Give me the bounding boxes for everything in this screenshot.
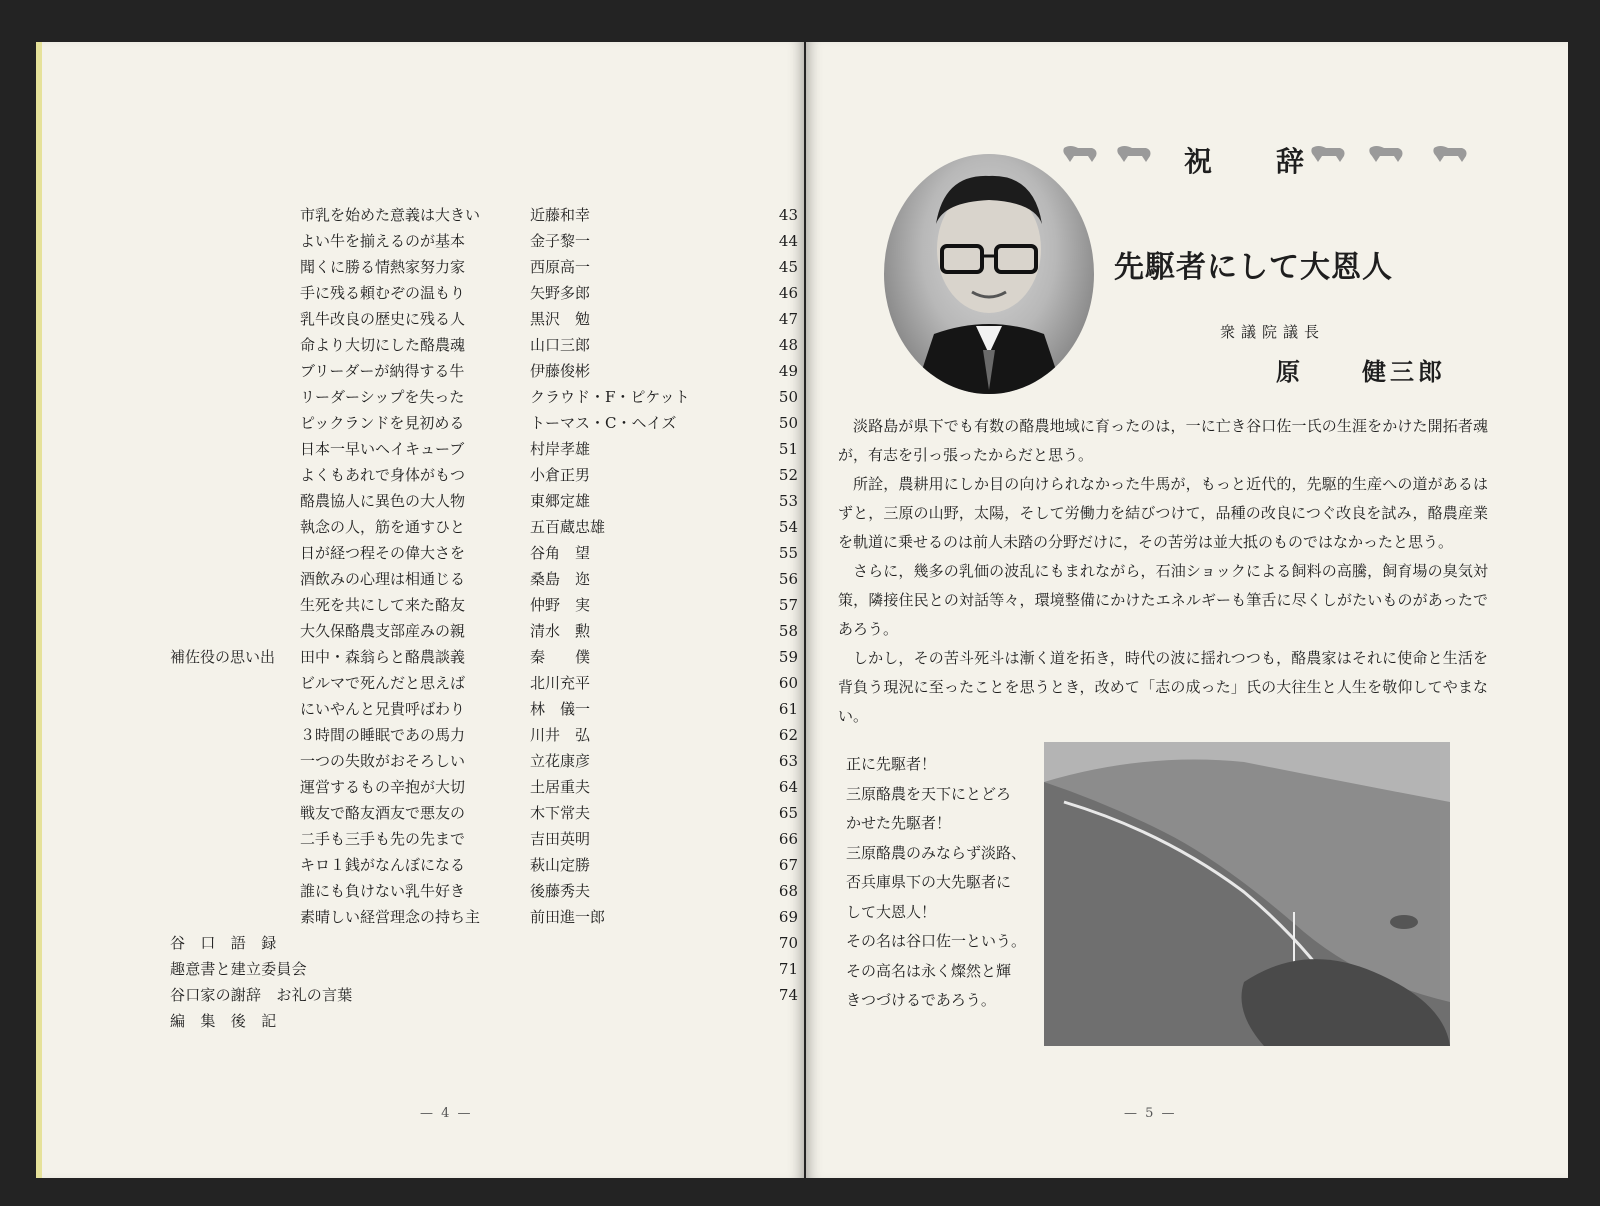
toc-author: 木下常夫 [530, 804, 591, 822]
body-paragraph: 淡路島が県下でも有数の酪農地域に育ったのは，一に亡き谷口佐一氏の生涯をかけた開拓者魂が，有志を引っ張ったからだと思う。 [838, 417, 1488, 464]
toc-section: 編 集 後 記 [170, 1012, 277, 1030]
toc-title: 日本一早いヘイキューブ [300, 440, 465, 458]
toc-author: 近藤和幸 [530, 206, 591, 224]
toc-page-number: 46 [778, 284, 798, 302]
toc-author: 土居重夫 [530, 778, 591, 796]
heading-char-celebration: 祝 [1184, 145, 1213, 178]
toc-entry [42, 800, 810, 826]
toc-title: ブリーダーが納得する牛 [300, 362, 465, 380]
toc-author: 伊藤俊彬 [530, 362, 591, 380]
toc-entry [42, 644, 810, 670]
toc-title: 一つの失敗がおそろしい [300, 752, 466, 770]
toc-page-number: 65 [778, 804, 798, 822]
toc-author: 川井 弘 [530, 726, 591, 744]
toc-page-number: 58 [778, 622, 798, 640]
toc-author: 立花康彦 [530, 752, 591, 770]
toc-page-number: 67 [778, 856, 798, 874]
toc-author: 清水 勲 [530, 622, 591, 640]
toc-page-number: 57 [778, 596, 798, 614]
toc-title: 運営するもの辛抱が大切 [300, 778, 466, 796]
toc-author: 金子黎一 [530, 232, 591, 250]
toc-author: 谷角 望 [530, 544, 591, 562]
author-position: 衆議院議長 [1220, 323, 1326, 341]
toc-author: 北川充平 [530, 674, 591, 692]
toc-title: 日が経つ程その偉大さを [300, 544, 466, 562]
toc-title: 生死を共にして来た酪友 [300, 596, 466, 614]
body-paragraph: 所詮，農耕用にしか目の向けられなかった牛馬が，もっと近代的，先駆的生産への道があるはずと，三原の山野，太陽，そして労働力を結びつけて，品種の改良につぐ改良を試み，酪農産業を軌道に乗せるのは前人未踏の分野だけに，その苦労は並大抵のものではなかったと思う。 [838, 475, 1488, 551]
toc-title: 乳牛改良の歴史に残る人 [300, 310, 466, 328]
toc-page-number: 56 [778, 570, 798, 588]
toc-author: 桑島 迩 [530, 570, 591, 588]
toc-author: 山口三郎 [530, 336, 591, 354]
cow-ornament-left [1062, 142, 1172, 166]
body-paragraph: さらに，幾多の乳価の波乱にもまれながら，石油ショックによる飼料の高騰，飼育場の臭気対策，隣接住民との対話等々，環境整備にかけたエネルギーも筆舌に尽くしがたいものがあったであろう。 [838, 562, 1488, 638]
toc-title: ３時間の睡眠であの馬力 [300, 726, 466, 744]
page-number-right: — 5 — [1124, 1106, 1177, 1121]
toc-entry [42, 280, 810, 306]
toc-author: 仲野 実 [530, 596, 591, 614]
poem-line: きつづけるであろう。 [846, 991, 996, 1009]
toc-page-number: 62 [778, 726, 798, 744]
toc-entry [42, 306, 810, 332]
toc-page-number: 60 [778, 674, 798, 692]
toc-page-number: 49 [778, 362, 798, 380]
toc-title: 命より大切にした酪農魂 [300, 336, 466, 354]
toc-entry [42, 358, 810, 384]
toc-page-number: 71 [778, 960, 798, 978]
toc-entry [42, 618, 810, 644]
toc-entry [42, 722, 810, 748]
body-paragraph: しかし，その苦斗死斗は漸く道を拓き，時代の波に揺れつつも，酪農家はそれに使命と生活を背負う現況に至ったことを思うとき，改めて「志の成った」氏の大往生と人生を敬仰してやまない。 [838, 649, 1488, 725]
toc-author: 黒沢 勉 [530, 310, 591, 328]
toc-entry [42, 592, 810, 618]
toc-author: 吉田英明 [530, 830, 591, 848]
toc-author: 後藤秀夫 [530, 882, 591, 900]
toc-author: 林 儀一 [530, 700, 591, 718]
toc-page-number: 47 [778, 310, 798, 328]
toc-page-number: 43 [778, 206, 798, 224]
toc-page-number: 52 [778, 466, 798, 484]
heading-char-address: 辞 [1276, 145, 1305, 178]
toc-page-number: 54 [778, 518, 798, 536]
poem-line: 三原酪農を天下にとどろ [846, 784, 1012, 803]
toc-page-number: 64 [778, 778, 798, 796]
toc-entry [42, 254, 810, 280]
toc-title: リーダーシップを失った [300, 388, 465, 406]
toc-entry [42, 826, 810, 852]
toc-section: 谷 口 語 録 [170, 934, 277, 952]
toc-title: よい牛を揃えるのが基本 [300, 232, 466, 250]
toc-title: 大久保酪農支部産みの親 [300, 622, 466, 640]
toc-author: 村岸孝雄 [530, 440, 591, 458]
toc-section: 趣意書と建立委員会 [170, 960, 307, 978]
toc-entry [42, 748, 810, 774]
toc-author: 西原高一 [530, 258, 591, 276]
toc-entry [42, 410, 810, 436]
author-given-name: 健三郎 [1362, 357, 1446, 386]
toc-entry [42, 852, 810, 878]
poem-line: その名は谷口佐一という。 [846, 932, 1027, 950]
right-page [806, 42, 1568, 1178]
toc-title: 酒飲みの心理は相通じる [300, 570, 466, 588]
toc-title: キロ１銭がなんぼになる [300, 856, 466, 874]
toc-author: トーマス・C・ヘイズ [530, 414, 677, 432]
toc-page-number: 53 [778, 492, 798, 510]
toc-title: 誰にも負けない乳牛好き [300, 882, 466, 900]
toc-title: ピックランドを見初める [300, 414, 465, 432]
toc-title: 田中・森翁らと酪農談義 [300, 648, 466, 666]
toc-entry [42, 774, 810, 800]
toc-page-number: 55 [778, 544, 798, 562]
toc-page-number: 50 [778, 388, 798, 406]
toc-entry [42, 956, 810, 982]
toc-entry [42, 540, 810, 566]
toc-author: 五百蔵忠雄 [530, 518, 606, 536]
toc-entry [42, 384, 810, 410]
toc-page-number: 48 [778, 336, 798, 354]
author-surname: 原 [1276, 357, 1300, 386]
toc-entry [42, 514, 810, 540]
toc-title: 二手も三手も先の先まで [300, 830, 466, 848]
toc-title: 手に残る頼むぞの温もり [300, 284, 466, 302]
poem-line: その高名は永く燦然と輝 [846, 961, 1012, 980]
toc-page-number: 50 [778, 414, 798, 432]
toc-page-number: 44 [778, 232, 798, 250]
toc-title: よくもあれで身体がもつ [300, 466, 466, 484]
toc-entry [42, 488, 810, 514]
toc-entry [42, 228, 810, 254]
toc-page-number: 74 [778, 986, 798, 1004]
toc-entry [42, 696, 810, 722]
article-body [838, 412, 1488, 731]
toc-entry [42, 878, 810, 904]
toc-author: 萩山定勝 [530, 856, 591, 874]
toc-entry [42, 566, 810, 592]
toc-entry [42, 202, 810, 228]
toc-title: 執念の人，筋を通すひと [300, 518, 466, 536]
toc-section: 谷口家の謝辞 お礼の言葉 [170, 986, 353, 1004]
toc-author: クラウド・F・ピケット [530, 388, 690, 406]
toc-entry [42, 982, 810, 1008]
toc-page-number: 68 [778, 882, 798, 900]
toc-title: 市乳を始めた意義は大きい [300, 206, 481, 224]
toc-page-number: 70 [778, 934, 798, 952]
toc-author: 小倉正男 [530, 466, 591, 484]
toc-page-number: 63 [778, 752, 798, 770]
toc-entry [42, 904, 810, 930]
toc-page-number: 69 [778, 908, 798, 926]
cow-ornament-right [1310, 142, 1490, 166]
toc-title: ビルマで死んだと思えば [300, 674, 466, 692]
toc-entry [42, 930, 810, 956]
toc-author: 秦 僕 [530, 648, 591, 666]
toc-entry [42, 332, 810, 358]
toc-page-number: 66 [778, 830, 798, 848]
toc-title: 酪農協人に異色の大人物 [300, 492, 466, 510]
toc-page-number: 51 [778, 440, 798, 458]
left-page [36, 42, 804, 1178]
aerial-bridge-photo [1044, 742, 1450, 1046]
toc-section: 補佐役の思い出 [170, 648, 276, 666]
toc-page-number: 45 [778, 258, 798, 276]
toc-title: 素晴しい経営理念の持ち主 [300, 908, 481, 926]
toc-entry [42, 1008, 810, 1034]
toc-entry [42, 670, 810, 696]
toc-page-number: 61 [778, 700, 798, 718]
poem-line: 否兵庫県下の大先駆者に [846, 873, 1012, 891]
toc-page-number: 59 [778, 648, 798, 666]
poem-block [846, 750, 1046, 1016]
portrait-photo [884, 154, 1094, 394]
poem-line: 正に先駆者！ [846, 755, 937, 773]
toc-title: 聞くに勝る情熱家努力家 [300, 258, 466, 276]
poem-line: 三原酪農のみならず淡路、 [846, 843, 1027, 862]
article-subtitle: 先駆者にして大恩人 [1114, 250, 1393, 285]
toc-author: 東郷定雄 [530, 492, 591, 510]
toc-entry [42, 436, 810, 462]
poem-line: かせた先駆者！ [846, 814, 952, 832]
toc-title: にいやんと兄貴呼ばわり [300, 700, 466, 718]
toc-title: 戦友で酪友酒友で悪友の [300, 804, 466, 822]
poem-line: して大恩人！ [846, 902, 937, 921]
toc-author: 前田進一郎 [530, 908, 606, 926]
toc-entry [42, 462, 810, 488]
toc-author: 矢野多郎 [530, 284, 591, 302]
page-number-left: — 4 — [420, 1106, 473, 1121]
